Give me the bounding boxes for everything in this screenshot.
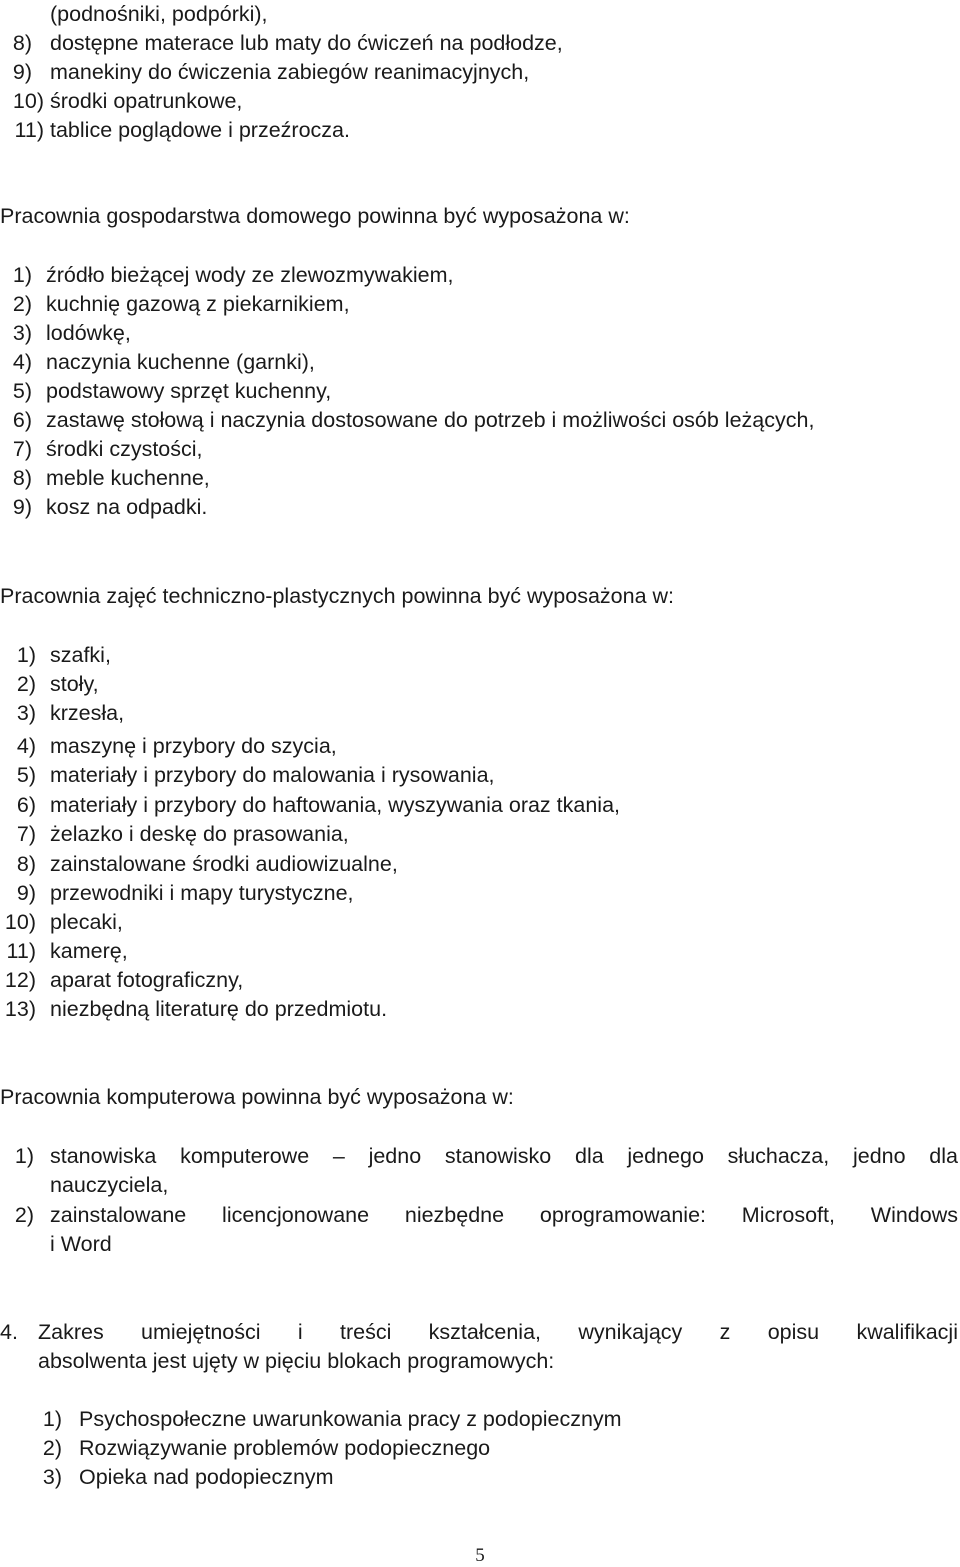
document-page: (podnośniki, podpórki), 8) dostępne materace lub maty do ćwiczeń na podłodze, 9) manekiny do ćwiczenia zabiegów reanimacyjnych, 10) środki opatrunkowe, 11) tablice poglądowe i przeźrocza. Pracownia gospodarstwa domowego powinna być wyposażona w: 1) źródło bieżącej wody ze zlewozmywakiem, 2) kuchnię gazową z piekarnikiem, 3) lodówkę, 4) naczynia kuchenne (garnki), 5) podstawowy sprzęt kuchenny, 6) zastawę stołową i naczynia dostosowane do potrzeb i możliwości osób leżących, 7) środki czystości, 8) meble kuchenne, 9) kosz na odpadki. Pracownia zajęć techniczno-plastycznych powinna być wyposażona w: 1) szafki, 2) stoły, 3) krzesła, 4) maszynę i przybory do szycia, 5) materiały i przybory do malowania i rysowania, 6) materiały i przybory do haftowania, wyszywania oraz tkania, 7) żelazko i deskę do prasowania, 8) zainstalowane środki audiowizualne, 9) przewodniki i mapy turystyczne, 10) plecaki, 11) kamerę, 12) aparat fotograficzny, 13) niezbędną literaturę do przedmiotu. Pracownia komputerowa powinna być wyposażona w: 1) stanowiska komputerowe – jedno stanowisko dla jednego słuchacza, jedno dla nauczyciela, 2) zainstalowane licencjonowane niezbędne oprogramowanie: Microsoft, Windows i Word 4. Zakres umiejętności i treści kształcenia, wynikający z opisu kwalifikacji absolwenta jest ujęty w pięciu blokach programowych: 1) Psychospołeczne uwarunkowania pracy z podopiecznym 2) Rozwiązywanie problemów podopiecznego 3) Opieka nad podopiecznym 5 [0, 2, 958, 1566]
section-heading-computer: Pracownia komputerowa powinna być wyposażona w: [0, 1085, 514, 1109]
page-number: 5 [475, 1545, 485, 1566]
section-heading-household: Pracownia gospodarstwa domowego powinna być wyposażona w: [0, 204, 630, 228]
section-heading-technical: Pracownia zajęć techniczno-plastycznych powinna być wyposażona w: [0, 584, 675, 608]
